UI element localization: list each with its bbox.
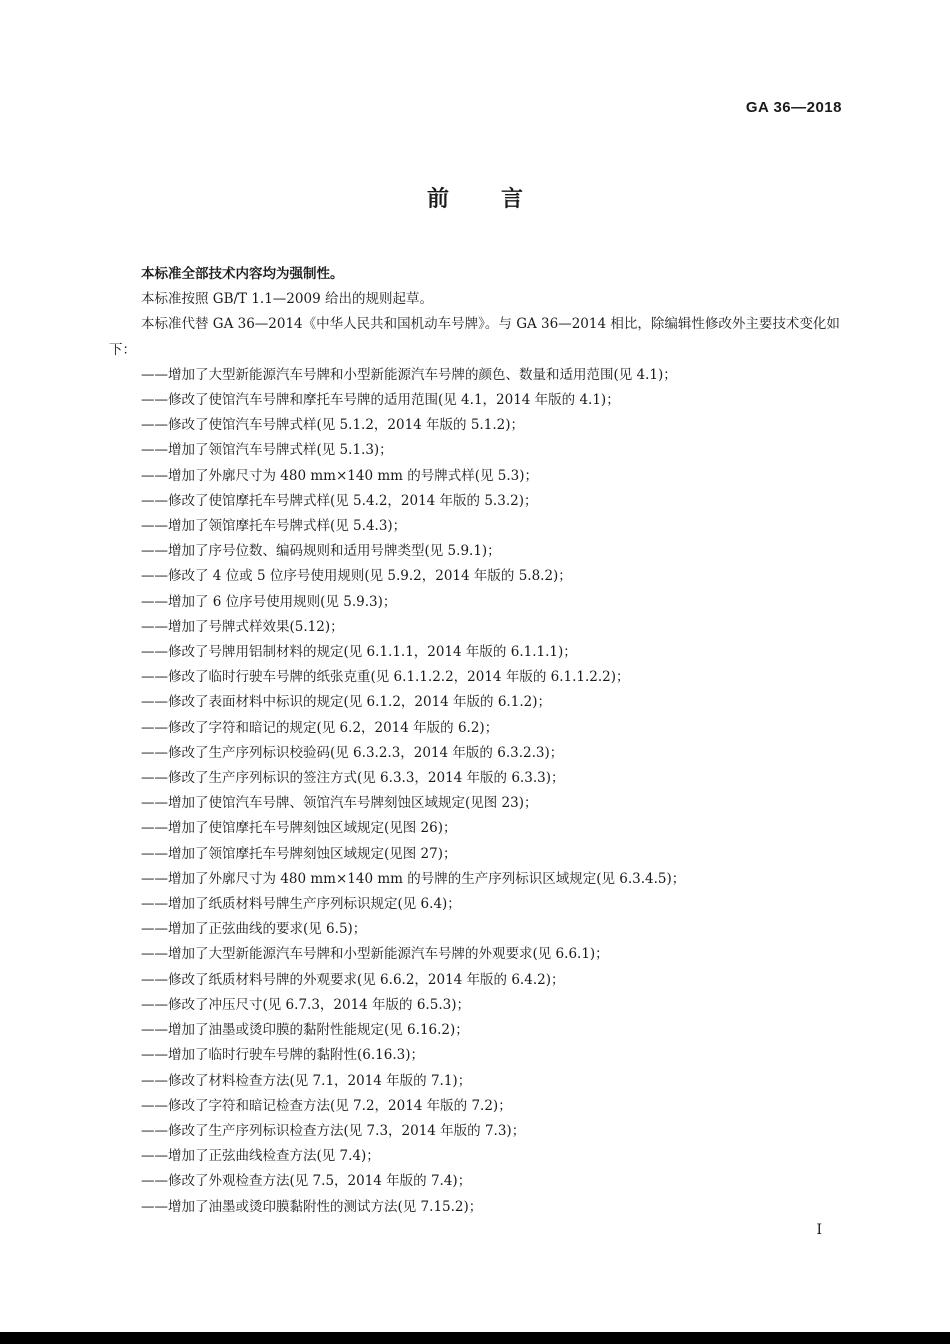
standard-code: GA 36—2018 — [745, 99, 842, 116]
change-item: ——增加了领馆摩托车号牌刻蚀区域规定(见图 27)； — [141, 845, 457, 862]
page-title: 前言 — [426, 187, 575, 212]
change-item: ——修改了 4 位或 5 位序号使用规则(见 5.9.2，2014 年版的 5.8.2)； — [141, 568, 572, 585]
bottom-border-bar — [0, 1332, 950, 1344]
change-item: ——增加了大型新能源汽车号牌和小型新能源汽车号牌的外观要求(见 6.6.1)； — [141, 946, 609, 963]
change-item: ——增加了正弦曲线的要求(见 6.5)； — [141, 921, 367, 938]
foreword-body — [109, 262, 844, 1220]
change-item: ——修改了生产序列标识检查方法(见 7.3，2014 年版的 7.3)； — [141, 1122, 526, 1139]
change-item: ——修改了材料检查方法(见 7.1，2014 年版的 7.1)； — [141, 1072, 472, 1089]
change-item: ——修改了表面材料中标识的规定(见 6.1.2，2014 年版的 6.1.2)； — [141, 694, 551, 711]
change-item: ——修改了使馆汽车号牌和摩托车号牌的适用范围(见 4.1，2014 年版的 4.1)； — [141, 392, 620, 409]
change-item: ——修改了生产序列标识校验码(见 6.3.2.3，2014 年版的 6.3.2.3)； — [141, 744, 564, 761]
change-item: ——增加了大型新能源汽车号牌和小型新能源汽车号牌的颜色、数量和适用范围(见 4.1)； — [141, 366, 677, 383]
change-item: ——修改了生产序列标识的签注方式(见 6.3.3，2014 年版的 6.3.3)； — [141, 770, 565, 787]
change-item: ——增加了领馆摩托车号牌式样(见 5.4.3)； — [141, 518, 407, 535]
change-item: ——增加了纸质材料号牌生产序列标识规定(见 6.4)； — [141, 896, 461, 913]
change-item: ——增加了油墨或烫印膜黏附性的测试方法(见 7.15.2)； — [141, 1198, 483, 1215]
change-item: ——修改了使馆摩托车号牌式样(见 5.4.2，2014 年版的 5.3.2)； — [141, 492, 538, 509]
change-item: ——修改了临时行驶车号牌的纸张克重(见 6.1.1.2.2，2014 年版的 6.1.1.2.2)； — [141, 669, 630, 686]
change-item: ——修改了号牌用铝制材料的规定(见 6.1.1.1，2014 年版的 6.1.1.1)； — [141, 644, 577, 661]
mandatory-statement: 本标准全部技术内容均为强制性。 — [141, 266, 344, 282]
change-item: ——增加了外廓尺寸为 480 mm×140 mm 的号牌式样(见 5.3)； — [141, 467, 539, 484]
change-item: ——修改了字符和暗记检查方法(见 7.2，2014 年版的 7.2)； — [141, 1097, 512, 1114]
change-item: ——修改了字符和暗记的规定(见 6.2，2014 年版的 6.2)； — [141, 719, 499, 736]
change-item: ——增加了临时行驶车号牌的黏附性(6.16.3)； — [141, 1047, 424, 1064]
page-number: I — [816, 1222, 822, 1238]
change-item: ——增加了序号位数、编码规则和适用号牌类型(见 5.9.1)； — [141, 543, 501, 560]
replacement-paragraph: 本标准代替 GA 36—2014《中华人民共和国机动车号牌》。与 GA 36—2014 相比，除编辑性修改外主要技术变化如下： — [109, 316, 840, 358]
change-item: ——修改了使馆汽车号牌式样(见 5.1.2，2014 年版的 5.1.2)； — [141, 417, 524, 434]
change-item: ——增加了油墨或烫印膜的黏附性能规定(见 6.16.2)； — [141, 1022, 469, 1039]
change-item: ——修改了纸质材料号牌的外观要求(见 6.6.2，2014 年版的 6.4.2)； — [141, 971, 565, 988]
change-item: ——修改了冲压尺寸(见 6.7.3，2014 年版的 6.5.3)； — [141, 996, 470, 1013]
change-item: ——增加了领馆汽车号牌式样(见 5.1.3)； — [141, 442, 393, 459]
change-item: ——增加了使馆汽车号牌、领馆汽车号牌刻蚀区域规定(见图 23)； — [141, 795, 538, 812]
change-item: ——增加了外廓尺寸为 480 mm×140 mm 的号牌的生产序列标识区域规定(见 6.3.4.5)； — [141, 870, 686, 887]
change-item: ——增加了号牌式样效果(5.12)； — [141, 618, 344, 635]
change-item: ——增加了使馆摩托车号牌刻蚀区域规定(见图 26)； — [141, 820, 457, 837]
drafting-rules-paragraph: 本标准按照 GB/T 1.1—2009 给出的规则起草。 — [141, 291, 433, 308]
change-item: ——增加了正弦曲线检查方法(见 7.4)； — [141, 1148, 380, 1165]
change-item: ——增加了 6 位序号使用规则(见 5.9.3)； — [141, 593, 397, 610]
technical-changes-list — [109, 363, 844, 1220]
change-item: ——修改了外观检查方法(见 7.5，2014 年版的 7.4)； — [141, 1173, 472, 1190]
